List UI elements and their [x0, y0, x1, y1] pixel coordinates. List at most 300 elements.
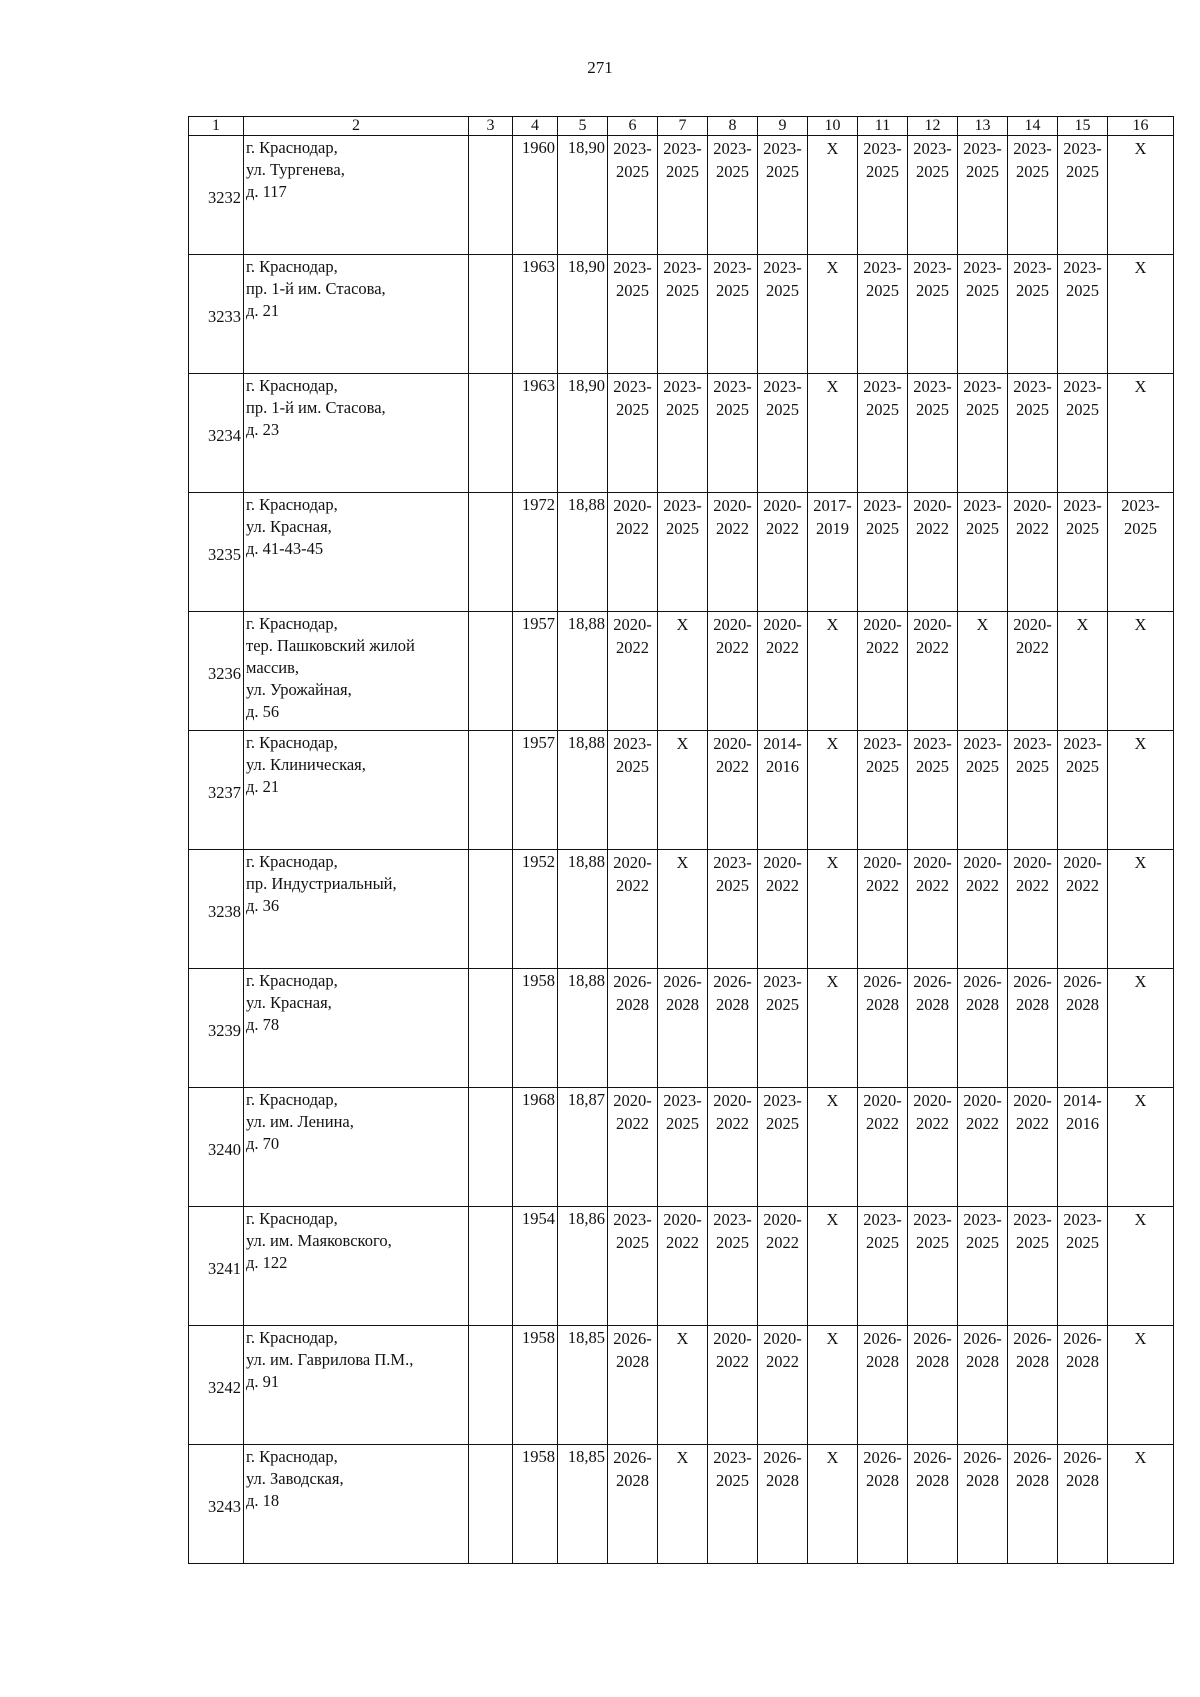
period-part: 2022	[916, 638, 949, 657]
period-part: 2020-	[763, 496, 802, 515]
period-cell-col-8	[708, 1445, 758, 1564]
value-cell: 18,86	[558, 1207, 608, 1326]
column-header-14: 14	[1008, 117, 1058, 136]
address-line: д. 91	[246, 1372, 280, 1391]
period-cell-col-11	[858, 612, 908, 731]
period-part: 2022	[716, 519, 749, 538]
period-part: 2025	[616, 1233, 649, 1252]
period-part: 2023-	[613, 139, 652, 158]
period-part: X	[676, 1329, 689, 1348]
period-part: 2023-	[713, 139, 752, 158]
period-part: X	[1076, 615, 1089, 634]
period-cell-col-12	[908, 255, 958, 374]
period-cell-col-15	[1058, 1088, 1108, 1207]
period-cell-col-8	[708, 850, 758, 969]
period-part: 2022	[716, 1352, 749, 1371]
period-part: X	[826, 853, 839, 872]
period-cell-col-15	[1058, 612, 1108, 731]
address-line: г. Краснодар,	[246, 1209, 338, 1228]
address-line: г. Краснодар,	[246, 614, 338, 633]
row-number: 3234	[189, 374, 244, 493]
period-part: 2025	[616, 162, 649, 181]
period-cell-col-13	[958, 255, 1008, 374]
period-cell-col-16	[1108, 731, 1174, 850]
address-line: ул. им. Ленина,	[246, 1112, 354, 1131]
period-part: 2023-	[763, 972, 802, 991]
period-part: 2020-	[1063, 853, 1102, 872]
period-part: 2022	[616, 638, 649, 657]
period-cell-col-11	[858, 731, 908, 850]
period-part: 2020-	[713, 1091, 752, 1110]
period-part: 2023-	[713, 1210, 752, 1229]
address-cell	[244, 136, 469, 255]
period-cell-col-9	[758, 1326, 808, 1445]
period-cell-col-16	[1108, 1445, 1174, 1564]
period-part: 2022	[866, 876, 899, 895]
address-line: тер. Пашковский жилой	[246, 636, 415, 655]
address-cell	[244, 1207, 469, 1326]
period-part: 2026-	[963, 1448, 1002, 1467]
row-number: 3232	[189, 136, 244, 255]
period-part: 2023-	[863, 496, 902, 515]
period-cell-col-9	[758, 1207, 808, 1326]
address-cell	[244, 374, 469, 493]
period-cell-col-10	[808, 731, 858, 850]
period-part: 2020-	[1013, 853, 1052, 872]
column-header-3: 3	[469, 117, 513, 136]
period-part: X	[826, 734, 839, 753]
row-number: 3243	[189, 1445, 244, 1564]
period-cell-col-16	[1108, 850, 1174, 969]
period-cell-col-14	[1008, 1445, 1058, 1564]
period-part: 2023-	[913, 377, 952, 396]
period-part: 2016	[766, 757, 799, 776]
period-part: 2023-	[1013, 1210, 1052, 1229]
value-cell: 18,90	[558, 374, 608, 493]
period-part: 2025	[716, 1233, 749, 1252]
period-part: 2025	[716, 876, 749, 895]
period-part: 2023-	[963, 139, 1002, 158]
period-part: 2020-	[613, 853, 652, 872]
period-part: 2025	[1124, 519, 1157, 538]
period-part: X	[826, 139, 839, 158]
address-line: г. Краснодар,	[246, 733, 338, 752]
page-number: 271	[587, 58, 613, 77]
period-cell-col-7	[658, 493, 708, 612]
period-part: 2025	[666, 281, 699, 300]
period-cell-col-8	[708, 1207, 758, 1326]
period-cell-col-13	[958, 850, 1008, 969]
period-part: X	[1134, 1448, 1147, 1467]
table-row	[189, 374, 1174, 493]
period-part: 2025	[1016, 400, 1049, 419]
period-cell-col-6	[608, 612, 658, 731]
table-row	[189, 136, 1174, 255]
row-number: 3238	[189, 850, 244, 969]
period-part: 2025	[866, 1233, 899, 1252]
period-part: 2023-	[1063, 377, 1102, 396]
period-cell-col-9	[758, 493, 808, 612]
period-part: 2025	[966, 162, 999, 181]
period-part: 2020-	[963, 1091, 1002, 1110]
address-line: д. 36	[246, 896, 280, 915]
period-cell-col-12	[908, 1088, 958, 1207]
period-part: X	[676, 1448, 689, 1467]
period-part: 2025	[1066, 162, 1099, 181]
period-part: 2022	[916, 1114, 949, 1133]
row-number: 3240	[189, 1088, 244, 1207]
period-part: 2022	[1016, 876, 1049, 895]
period-part: 2025	[666, 162, 699, 181]
period-part: 2020-	[913, 496, 952, 515]
period-part: 2025	[616, 281, 649, 300]
period-part: 2023-	[963, 1210, 1002, 1229]
period-part: 2025	[716, 1471, 749, 1490]
period-part: 2022	[866, 638, 899, 657]
table-row	[189, 1088, 1174, 1207]
period-part: 2028	[916, 1471, 949, 1490]
row-number: 3233	[189, 255, 244, 374]
period-part: 2028	[1016, 995, 1049, 1014]
period-part: 2025	[966, 757, 999, 776]
period-cell-col-7	[658, 374, 708, 493]
period-part: 2020-	[713, 1329, 752, 1348]
address-line: ул. им. Маяковского,	[246, 1231, 392, 1250]
period-part: 2028	[666, 995, 699, 1014]
period-cell-col-14	[1008, 850, 1058, 969]
column-header-7: 7	[658, 117, 708, 136]
address-line: д. 18	[246, 1491, 280, 1510]
period-part: 2028	[916, 1352, 949, 1371]
address-cell	[244, 1445, 469, 1564]
period-part: 2025	[616, 400, 649, 419]
period-part: 2023-	[713, 258, 752, 277]
address-cell	[244, 255, 469, 374]
period-part: X	[1134, 1329, 1147, 1348]
period-part: 2022	[1016, 519, 1049, 538]
period-cell-col-11	[858, 374, 908, 493]
period-cell-col-6	[608, 1445, 658, 1564]
period-cell-col-6	[608, 1088, 658, 1207]
period-part: X	[676, 615, 689, 634]
column-3-cell	[469, 1326, 513, 1445]
value-cell: 18,90	[558, 255, 608, 374]
period-part: 2026-	[1013, 1448, 1052, 1467]
address-line: пр. Индустриальный,	[246, 874, 397, 893]
period-cell-col-9	[758, 1088, 808, 1207]
period-part: 2028	[616, 1471, 649, 1490]
period-part: 2022	[966, 876, 999, 895]
address-line: д. 117	[246, 182, 287, 201]
period-cell-col-7	[658, 731, 708, 850]
period-cell-col-16	[1108, 136, 1174, 255]
period-part: 2025	[1066, 281, 1099, 300]
period-cell-col-6	[608, 850, 658, 969]
period-cell-col-11	[858, 1207, 908, 1326]
period-part: 2028	[966, 1352, 999, 1371]
period-part: 2026-	[1063, 1448, 1102, 1467]
period-cell-col-14	[1008, 374, 1058, 493]
period-part: 2026-	[913, 1448, 952, 1467]
period-part: 2023-	[963, 377, 1002, 396]
period-part: 2020-	[663, 1210, 702, 1229]
address-cell	[244, 850, 469, 969]
year-cell: 1957	[513, 612, 558, 731]
period-part: 2026-	[613, 1448, 652, 1467]
period-cell-col-12	[908, 493, 958, 612]
period-part: 2023-	[963, 258, 1002, 277]
value-cell: 18,88	[558, 969, 608, 1088]
period-cell-col-6	[608, 374, 658, 493]
column-3-cell	[469, 374, 513, 493]
period-cell-col-16	[1108, 969, 1174, 1088]
period-cell-col-6	[608, 493, 658, 612]
period-part: 2020-	[763, 853, 802, 872]
year-cell: 1960	[513, 136, 558, 255]
column-3-cell	[469, 1088, 513, 1207]
period-part: 2023-	[1063, 1210, 1102, 1229]
period-part: 2023-	[763, 258, 802, 277]
period-part: 2028	[716, 995, 749, 1014]
year-cell: 1958	[513, 1445, 558, 1564]
period-part: 2025	[666, 519, 699, 538]
period-part: 2020-	[713, 734, 752, 753]
period-part: X	[1134, 734, 1147, 753]
period-cell-col-15	[1058, 1326, 1108, 1445]
period-part: X	[826, 1329, 839, 1348]
period-part: 2022	[766, 876, 799, 895]
period-part: 2020-	[913, 853, 952, 872]
address-cell	[244, 969, 469, 1088]
period-part: 2025	[766, 281, 799, 300]
address-line: д. 21	[246, 301, 280, 320]
period-part: 2020-	[763, 1329, 802, 1348]
period-part: 2026-	[963, 972, 1002, 991]
period-part: 2022	[966, 1114, 999, 1133]
period-part: 2023-	[963, 734, 1002, 753]
period-part: 2023-	[1063, 496, 1102, 515]
period-part: 2023-	[663, 1091, 702, 1110]
period-part: 2028	[616, 1352, 649, 1371]
table-row	[189, 850, 1174, 969]
address-cell	[244, 1326, 469, 1445]
period-part: 2020-	[863, 1091, 902, 1110]
period-cell-col-15	[1058, 850, 1108, 969]
period-part: 2022	[1066, 876, 1099, 895]
period-part: 2023-	[913, 1210, 952, 1229]
period-cell-col-7	[658, 1088, 708, 1207]
column-3-cell	[469, 969, 513, 1088]
address-cell	[244, 731, 469, 850]
period-part: 2023-	[863, 139, 902, 158]
address-line: ул. Клиническая,	[246, 755, 366, 774]
period-cell-col-16	[1108, 612, 1174, 731]
period-part: 2023-	[963, 496, 1002, 515]
period-part: 2023-	[1063, 258, 1102, 277]
value-cell: 18,85	[558, 1445, 608, 1564]
period-part: 2022	[766, 638, 799, 657]
table-row	[189, 1445, 1174, 1564]
period-cell-col-12	[908, 374, 958, 493]
year-cell: 1963	[513, 255, 558, 374]
period-part: 2017-	[813, 496, 852, 515]
period-part: 2026-	[613, 1329, 652, 1348]
period-cell-col-9	[758, 731, 808, 850]
period-cell-col-16	[1108, 493, 1174, 612]
year-cell: 1957	[513, 731, 558, 850]
period-part: 2020-	[1013, 496, 1052, 515]
period-cell-col-13	[958, 731, 1008, 850]
period-part: 2026-	[863, 972, 902, 991]
period-cell-col-14	[1008, 612, 1058, 731]
year-cell: 1963	[513, 374, 558, 493]
period-cell-col-11	[858, 493, 908, 612]
period-part: 2026-	[663, 972, 702, 991]
period-part: 2022	[666, 1233, 699, 1252]
period-part: 2022	[916, 876, 949, 895]
period-cell-col-11	[858, 1445, 908, 1564]
period-part: 2025	[1016, 162, 1049, 181]
period-part: 2020-	[713, 496, 752, 515]
period-cell-col-10	[808, 1445, 858, 1564]
period-part: 2026-	[963, 1329, 1002, 1348]
period-cell-col-13	[958, 1088, 1008, 1207]
period-cell-col-16	[1108, 1326, 1174, 1445]
address-line: г. Краснодар,	[246, 495, 338, 514]
period-part: X	[1134, 853, 1147, 872]
column-header-15: 15	[1058, 117, 1108, 136]
period-part: 2026-	[863, 1448, 902, 1467]
period-cell-col-10	[808, 374, 858, 493]
period-cell-col-7	[658, 850, 708, 969]
row-number: 3242	[189, 1326, 244, 1445]
period-part: 2022	[716, 1114, 749, 1133]
period-cell-col-16	[1108, 1207, 1174, 1326]
period-cell-col-10	[808, 255, 858, 374]
period-cell-col-12	[908, 612, 958, 731]
value-cell: 18,88	[558, 850, 608, 969]
column-header-8: 8	[708, 117, 758, 136]
table-row	[189, 731, 1174, 850]
period-part: 2022	[1016, 638, 1049, 657]
period-cell-col-8	[708, 969, 758, 1088]
period-part: X	[1134, 1210, 1147, 1229]
address-line: ул. Урожайная,	[246, 680, 352, 699]
period-part: 2023-	[863, 258, 902, 277]
period-part: 2020-	[1013, 1091, 1052, 1110]
period-part: 2028	[1066, 1471, 1099, 1490]
address-line: д. 21	[246, 777, 280, 796]
period-cell-col-8	[708, 731, 758, 850]
address-line: г. Краснодар,	[246, 1328, 338, 1347]
year-cell: 1972	[513, 493, 558, 612]
period-part: 2020-	[1013, 615, 1052, 634]
period-cell-col-6	[608, 731, 658, 850]
year-cell: 1954	[513, 1207, 558, 1326]
table-row	[189, 255, 1174, 374]
period-part: 2025	[766, 162, 799, 181]
period-part: 2023-	[663, 258, 702, 277]
period-part: X	[826, 377, 839, 396]
period-part: 2025	[966, 281, 999, 300]
period-cell-col-14	[1008, 969, 1058, 1088]
period-cell-col-14	[1008, 1326, 1058, 1445]
period-cell-col-9	[758, 969, 808, 1088]
column-3-cell	[469, 255, 513, 374]
period-part: 2025	[666, 400, 699, 419]
period-part: 2025	[766, 400, 799, 419]
period-part: 2023-	[1013, 377, 1052, 396]
period-cell-col-12	[908, 1207, 958, 1326]
period-part: 2025	[716, 162, 749, 181]
period-part: 2026-	[913, 1329, 952, 1348]
period-part: 2023-	[713, 1448, 752, 1467]
period-cell-col-13	[958, 969, 1008, 1088]
address-line: д. 78	[246, 1015, 280, 1034]
period-part: X	[976, 615, 989, 634]
period-part: 2025	[866, 757, 899, 776]
period-part: 2025	[866, 281, 899, 300]
period-part: 2020-	[963, 853, 1002, 872]
period-part: 2022	[1016, 1114, 1049, 1133]
period-part: 2028	[1016, 1471, 1049, 1490]
year-cell: 1958	[513, 969, 558, 1088]
period-cell-col-7	[658, 612, 708, 731]
period-part: 2028	[1066, 995, 1099, 1014]
column-header-4: 4	[513, 117, 558, 136]
address-line: г. Краснодар,	[246, 376, 338, 395]
period-part: X	[676, 734, 689, 753]
table-body	[189, 136, 1174, 1564]
period-part: 2023-	[863, 734, 902, 753]
address-cell	[244, 493, 469, 612]
column-3-cell	[469, 1445, 513, 1564]
period-cell-col-9	[758, 136, 808, 255]
period-cell-col-11	[858, 1326, 908, 1445]
period-part: 2022	[766, 519, 799, 538]
period-part: 2025	[1016, 1233, 1049, 1252]
column-3-cell	[469, 1207, 513, 1326]
period-cell-col-16	[1108, 1088, 1174, 1207]
column-header-12: 12	[908, 117, 958, 136]
period-part: 2028	[966, 995, 999, 1014]
period-cell-col-14	[1008, 493, 1058, 612]
address-line: г. Краснодар,	[246, 852, 338, 871]
period-cell-col-12	[908, 969, 958, 1088]
year-cell: 1952	[513, 850, 558, 969]
period-part: 2022	[716, 638, 749, 657]
address-line: ул. Тургенева,	[246, 160, 345, 179]
row-number: 3237	[189, 731, 244, 850]
period-part: 2028	[866, 1471, 899, 1490]
period-part: 2026-	[913, 972, 952, 991]
period-part: 2025	[716, 281, 749, 300]
value-cell: 18,87	[558, 1088, 608, 1207]
period-cell-col-7	[658, 969, 708, 1088]
housing-registry-table	[188, 116, 1174, 1564]
period-part: 2023-	[1063, 734, 1102, 753]
address-line: г. Краснодар,	[246, 138, 338, 157]
period-part: 2020-	[863, 853, 902, 872]
table-row	[189, 1207, 1174, 1326]
period-part: 2014-	[763, 734, 802, 753]
period-part: 2028	[1066, 1352, 1099, 1371]
period-part: 2028	[616, 995, 649, 1014]
period-cell-col-15	[1058, 493, 1108, 612]
period-cell-col-8	[708, 1088, 758, 1207]
address-line: г. Краснодар,	[246, 257, 338, 276]
period-cell-col-8	[708, 374, 758, 493]
